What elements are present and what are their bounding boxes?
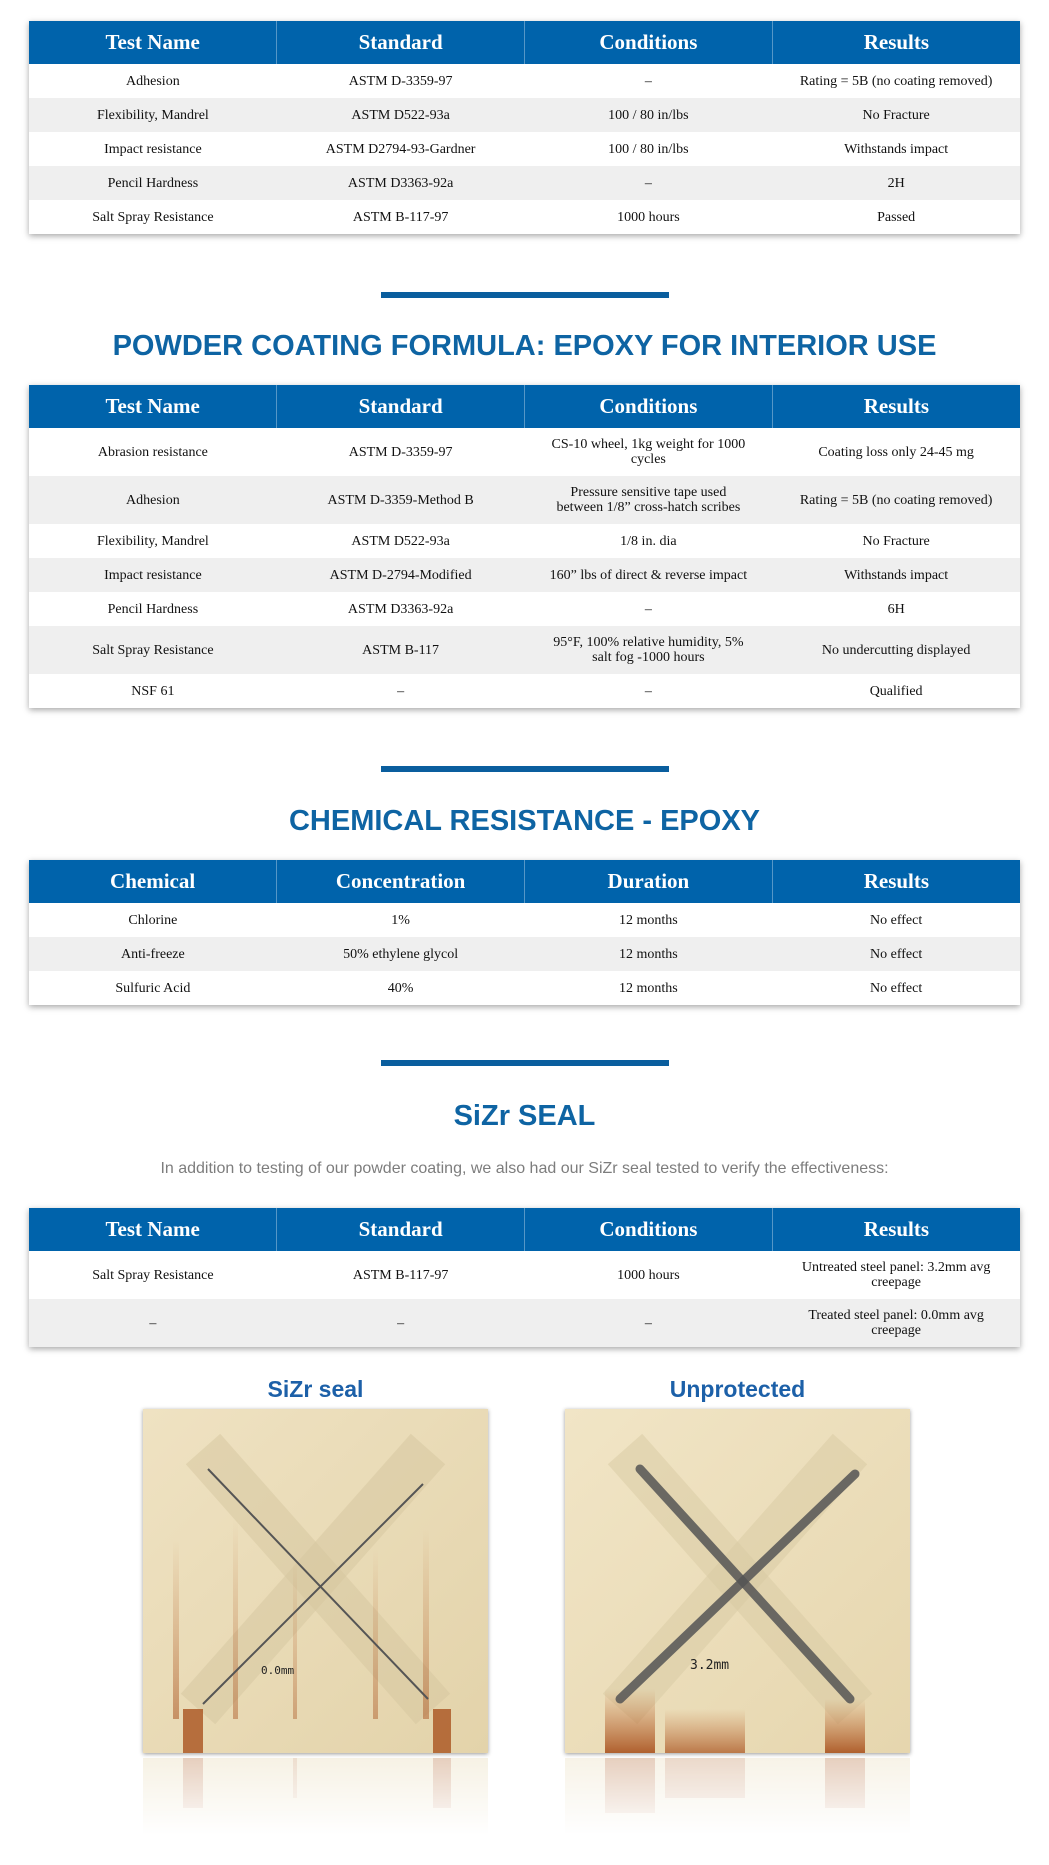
unprotected-panel-photo — [565, 1409, 910, 1753]
sizr-intro-text: In addition to testing of our powder coating, we also had our SiZr seal tested to verify the effectiveness: — [160, 1160, 889, 1177]
table-row — [29, 524, 1020, 558]
table-cell: ASTM B-117-97 — [352, 209, 449, 225]
table-cell: Withstands impact — [844, 141, 949, 157]
section-divider — [381, 766, 669, 772]
sizr-seal-panel-photo — [143, 1409, 488, 1753]
table-cell: No effect — [772, 937, 1020, 971]
table-row — [29, 98, 1020, 132]
table-cell: ASTM D-3359-Method B — [277, 476, 525, 524]
table-cell: Adhesion — [29, 476, 277, 524]
table-cell: 1000 hours — [617, 209, 680, 225]
unprotected-photo-reflection — [565, 1758, 910, 1838]
table-cell: – — [29, 1299, 277, 1347]
table-cell: Adhesion — [126, 73, 180, 89]
table-cell: ASTM D522-93a — [351, 533, 450, 549]
table-row — [29, 971, 1020, 1005]
section-divider — [381, 1060, 669, 1066]
sizr-seal-photo-title: SiZr seal — [267, 1376, 364, 1402]
table-cell: – — [525, 166, 773, 200]
table-cell: 40% — [387, 980, 414, 996]
column-header: Results — [772, 1208, 1020, 1251]
table-cell: ASTM D3363-92a — [277, 166, 525, 200]
table-cell: Abrasion resistance — [97, 444, 208, 460]
table-cell: 160” lbs of direct & reverse impact — [525, 558, 773, 592]
table-cell: NSF 61 — [131, 683, 175, 699]
table-cell: – — [277, 1299, 525, 1347]
unprotected-photo-title: Unprotected — [669, 1376, 806, 1402]
table-cell: – — [644, 683, 652, 699]
column-header: Results — [772, 21, 1020, 64]
table-cell: Treated steel panel: 0.0mm avg creepage — [772, 1299, 1020, 1347]
table-cell: Withstands impact — [772, 558, 1020, 592]
table-header-row — [29, 385, 1020, 428]
table-cell: Salt Spray Resistance — [92, 1267, 214, 1283]
epoxy-interior-table — [29, 385, 1020, 708]
table-cell: 2H — [772, 166, 1020, 200]
sizr-seal-table — [29, 1208, 1020, 1347]
table-row — [29, 674, 1020, 708]
column-header: Standard — [277, 21, 525, 64]
column-header: Standard — [277, 385, 525, 428]
table-row — [29, 132, 1020, 166]
table-cell: ASTM B-117 — [277, 626, 525, 674]
table-cell: 1% — [391, 912, 410, 928]
table-cell: Chlorine — [128, 912, 178, 928]
table-cell: Pencil Hardness — [29, 166, 277, 200]
table-cell: ASTM D3363-92a — [347, 601, 454, 617]
table-cell: 6H — [887, 601, 905, 617]
table-cell: Pencil Hardness — [107, 601, 199, 617]
unprotected-mark: 3.2mm — [690, 1658, 730, 1673]
table-row — [29, 200, 1020, 234]
powder-results-table — [29, 21, 1020, 234]
table-cell: – — [644, 601, 652, 617]
table-cell: – — [397, 683, 405, 699]
table-cell: No undercutting displayed — [772, 626, 1020, 674]
table-cell: 1/8 in. dia — [620, 533, 677, 549]
table-header-row — [29, 860, 1020, 903]
table-header-row — [29, 1208, 1020, 1251]
table-row — [29, 1299, 1020, 1347]
table-cell: ASTM B-117-97 — [352, 1267, 449, 1283]
table-cell: Sulfuric Acid — [115, 980, 191, 996]
table-row — [29, 166, 1020, 200]
table-cell: No effect — [870, 912, 923, 928]
table-cell: ASTM D2794-93-Gardner — [325, 141, 476, 157]
table-row — [29, 592, 1020, 626]
column-header: Test Name — [29, 1208, 277, 1251]
column-header: Conditions — [525, 21, 773, 64]
table-row — [29, 558, 1020, 592]
table-header-row — [29, 21, 1020, 64]
table-cell: 1000 hours — [617, 1267, 680, 1283]
table-cell: Qualified — [869, 683, 923, 699]
epoxy-interior-heading: POWDER COATING FORMULA: EPOXY FOR INTERIOR USE — [112, 330, 937, 362]
table-row — [29, 937, 1020, 971]
table-cell: – — [644, 73, 652, 89]
table-cell: ASTM D-3359-97 — [348, 73, 453, 89]
sizr-seal-photo-reflection — [143, 1758, 488, 1838]
table-cell: 12 months — [619, 980, 678, 996]
table-cell: Rating = 5B (no coating removed) — [799, 73, 993, 89]
column-header: Conditions — [525, 1208, 773, 1251]
column-header: Concentration — [277, 860, 525, 903]
table-cell: Impact resistance — [29, 558, 277, 592]
table-cell: 100 / 80 in/lbs — [525, 98, 773, 132]
table-cell: No Fracture — [772, 98, 1020, 132]
table-cell: Anti-freeze — [29, 937, 277, 971]
table-row — [29, 1251, 1020, 1299]
table-cell: 12 months — [619, 912, 678, 928]
column-header: Test Name — [29, 21, 277, 64]
table-cell: Pressure sensitive tape used between 1/8” cross-hatch scribes — [525, 476, 773, 524]
table-cell: Impact resistance — [104, 141, 202, 157]
column-header: Standard — [277, 1208, 525, 1251]
column-header: Test Name — [29, 385, 277, 428]
table-cell: Coating loss only 24-45 mg — [818, 444, 974, 460]
chemical-resistance-heading: CHEMICAL RESISTANCE - EPOXY — [288, 805, 761, 837]
table-row — [29, 476, 1020, 524]
table-cell: ASTM D522-93a — [277, 98, 525, 132]
table-cell: Untreated steel panel: 3.2mm avg creepage — [801, 1260, 991, 1290]
table-cell: Flexibility, Mandrel — [96, 533, 209, 549]
table-row — [29, 428, 1020, 476]
table-cell: – — [525, 1299, 773, 1347]
table-cell: Flexibility, Mandrel — [29, 98, 277, 132]
table-cell: 95°F, 100% relative humidity, 5% salt fog -1000 hours — [525, 626, 773, 674]
table-cell: CS-10 wheel, 1kg weight for 1000 cycles — [551, 437, 746, 467]
column-header: Conditions — [525, 385, 773, 428]
sizr-seal-mark: 0.0mm — [261, 1664, 295, 1677]
column-header: Results — [772, 385, 1020, 428]
table-cell: No effect — [870, 980, 923, 996]
chemical-resistance-table — [29, 860, 1020, 1005]
table-cell: Salt Spray Resistance — [92, 209, 214, 225]
table-cell: ASTM D-2794-Modified — [277, 558, 525, 592]
table-row — [29, 64, 1020, 98]
table-cell: No Fracture — [862, 533, 930, 549]
section-divider — [381, 292, 669, 298]
table-cell: 100 / 80 in/lbs — [608, 141, 689, 157]
table-cell: 12 months — [525, 937, 773, 971]
table-cell: ASTM D-3359-97 — [348, 444, 453, 460]
table-cell: Salt Spray Resistance — [29, 626, 277, 674]
table-cell: 50% ethylene glycol — [277, 937, 525, 971]
table-cell: Rating = 5B (no coating removed) — [772, 476, 1020, 524]
sizr-seal-heading: SiZr SEAL — [453, 1100, 596, 1132]
column-header: Chemical — [29, 860, 277, 903]
table-row — [29, 626, 1020, 674]
column-header: Results — [772, 860, 1020, 903]
column-header: Duration — [525, 860, 773, 903]
table-cell: Passed — [877, 209, 916, 225]
table-row — [29, 903, 1020, 937]
